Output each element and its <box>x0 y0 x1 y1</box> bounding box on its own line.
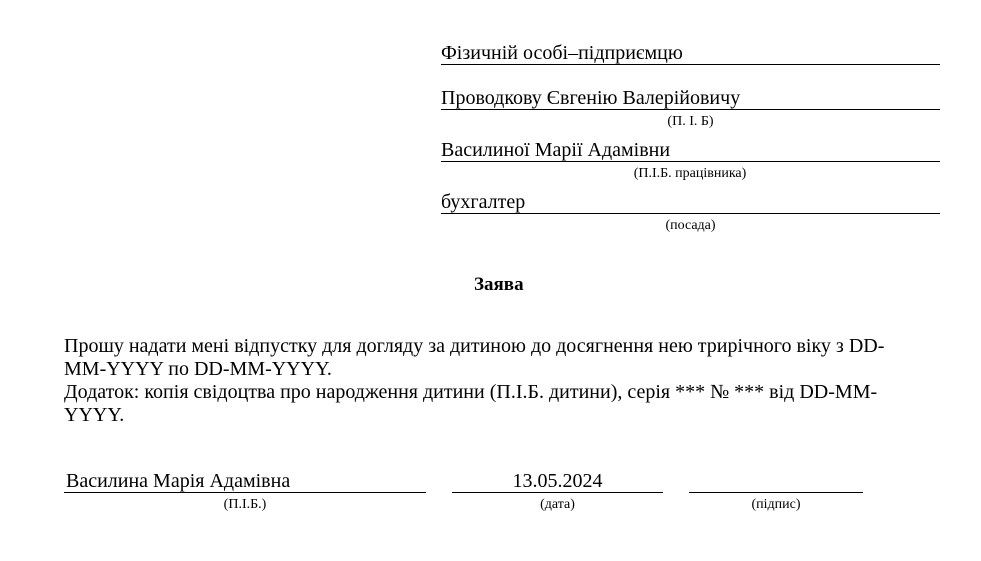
signature-name-caption: (П.І.Б.) <box>223 497 267 512</box>
signature-caption: (підпис) <box>751 497 801 512</box>
position-field: бухгалтер <box>441 191 940 214</box>
signature-name: Василина Марія Адамівна <box>66 470 291 492</box>
position-caption: (посада) <box>665 218 716 233</box>
employee-name-caption: (П.І.Б. працівника) <box>633 166 747 181</box>
signature-field <box>689 470 863 493</box>
date-caption: (дата) <box>540 497 575 512</box>
request-paragraph: Прошу надати мені відпустку для догляду за дитиною до досягнення нею трирічного віку з DD-MM-YYYY по DD-MM-YYYY. <box>64 335 885 380</box>
recipient-line: Фізичній особі–підприємцю <box>441 42 940 65</box>
signature-name-field <box>64 470 426 493</box>
recipient-name-field: Проводкову Євгенію Валерійовичу <box>441 87 940 110</box>
application-body <box>64 335 924 427</box>
employee-name-field: Василиної Марії Адамівни <box>441 139 940 162</box>
date-field: 13.05.2024 <box>452 470 663 493</box>
recipient-name-caption: (П. І. Б) <box>667 114 714 129</box>
document-title: Заява <box>474 274 524 295</box>
attachment-paragraph: Додаток: копія свідоцтва про народження дитини (П.І.Б. дитини), серія *** № *** від DD-MM-YYYY. <box>64 381 878 426</box>
